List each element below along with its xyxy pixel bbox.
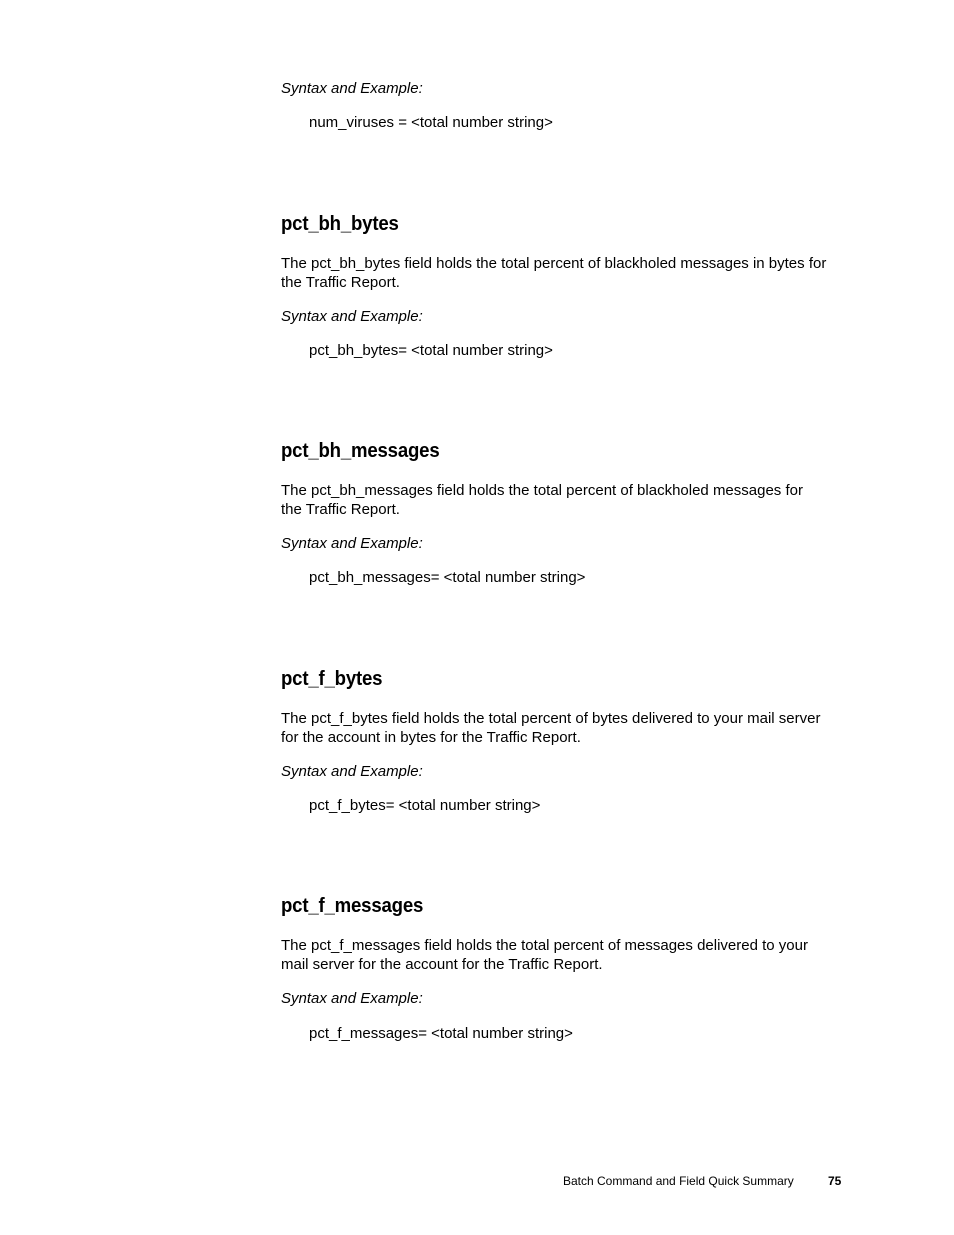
description-line: The pct_f_bytes field holds the total percent of bytes delivered to your mail server bbox=[281, 710, 821, 727]
description-line: The pct_bh_bytes field holds the total percent of blackholed messages in bytes for bbox=[281, 255, 827, 272]
description-line: the Traffic Report. bbox=[281, 500, 400, 518]
section-heading: pct_bh_bytes bbox=[281, 213, 399, 235]
section-description bbox=[281, 937, 851, 974]
section-heading: pct_f_messages bbox=[281, 895, 424, 917]
syntax-label: Syntax and Example: bbox=[281, 763, 423, 780]
syntax-example: pct_f_messages= <total number string> bbox=[309, 1025, 573, 1042]
description-line: for the account in bytes for the Traffic Report. bbox=[281, 728, 581, 746]
syntax-example: pct_bh_messages= <total number string> bbox=[309, 569, 586, 586]
section-heading: pct_f_bytes bbox=[281, 668, 383, 690]
page-number: 75 bbox=[828, 1174, 842, 1188]
footer-title: Batch Command and Field Quick Summary bbox=[563, 1174, 794, 1188]
description-line: The pct_f_messages field holds the total percent of messages delivered to your bbox=[281, 937, 808, 954]
section-description bbox=[281, 482, 851, 519]
description-line: mail server for the account for the Traffic Report. bbox=[281, 955, 603, 973]
syntax-label: Syntax and Example: bbox=[281, 535, 423, 552]
syntax-label: Syntax and Example: bbox=[281, 308, 423, 325]
description-line: the Traffic Report. bbox=[281, 273, 400, 291]
syntax-example: pct_bh_bytes= <total number string> bbox=[309, 342, 553, 359]
description-line: The pct_bh_messages field holds the total percent of blackholed messages for bbox=[281, 482, 803, 499]
syntax-label: Syntax and Example: bbox=[281, 990, 423, 1007]
syntax-example: num_viruses = <total number string> bbox=[309, 114, 553, 131]
section-description bbox=[281, 255, 851, 292]
syntax-label: Syntax and Example: bbox=[281, 80, 423, 97]
syntax-example: pct_f_bytes= <total number string> bbox=[309, 797, 541, 814]
section-description bbox=[281, 710, 851, 747]
section-heading: pct_bh_messages bbox=[281, 440, 440, 462]
